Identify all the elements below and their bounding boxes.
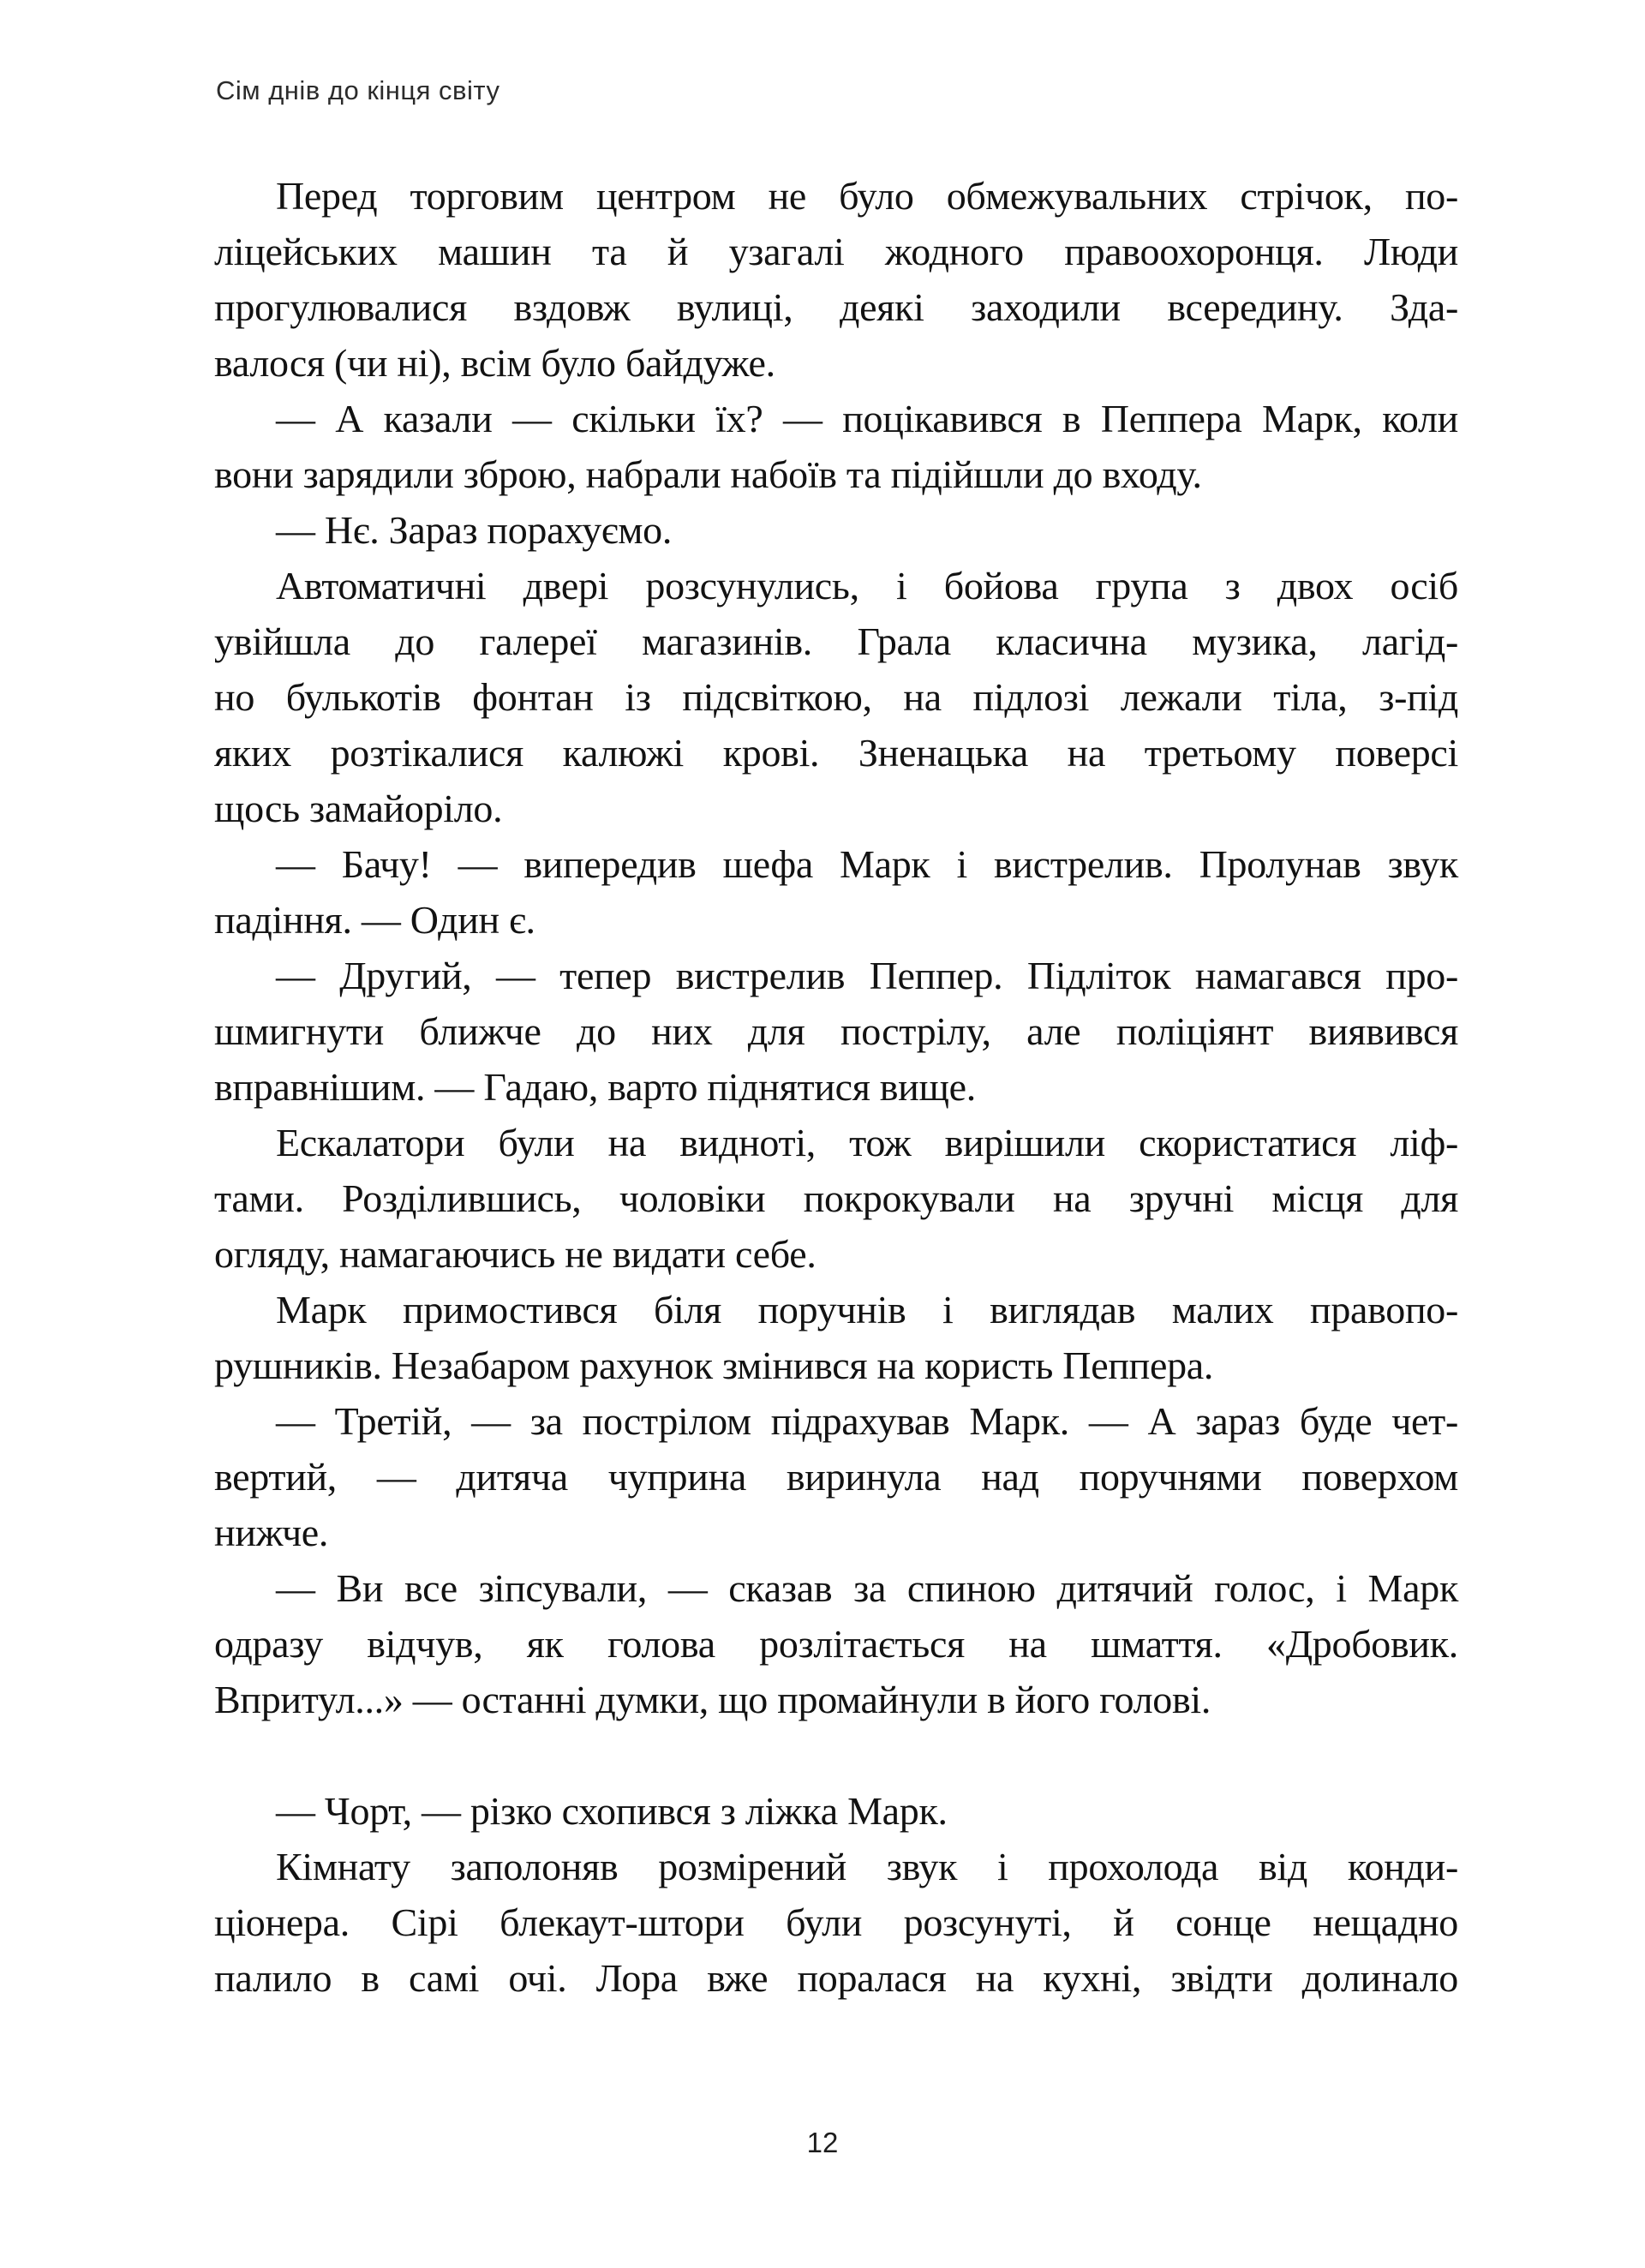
running-header: Сім днів до кінця світу: [216, 75, 500, 105]
paragraph: [214, 1839, 1458, 2006]
text-line: вертий, — дитяча чуприна виринула над поручнями поверхом: [214, 1455, 1458, 1499]
text-line: палило в самі очі. Лора вже поралася на кухні, звідти долинало: [214, 1956, 1458, 2000]
text-line: яких розтікалися калюжі крові. Зненацька на третьому поверсі: [214, 731, 1458, 775]
text-line: Автоматичні двері розсунулись, і бойова група з двох осіб: [276, 564, 1458, 607]
text-line: нижче.: [214, 1511, 329, 1554]
page-number: 12: [806, 2127, 839, 2158]
paragraph: [214, 1393, 1458, 1560]
text-line: рушників. Незабаром рахунок змінився на користь Пеппера.: [214, 1343, 1214, 1387]
paragraph: [214, 391, 1458, 502]
text-line: падіння. — Один є.: [214, 898, 535, 942]
paragraph: [214, 1560, 1458, 1727]
paragraph: [214, 836, 1458, 948]
paragraph: [214, 558, 1458, 836]
text-line: — А казали — скільки їх? — поцікавився в Пеппера Марк, коли: [276, 397, 1458, 440]
text-line: но булькотів фонтан із підсвіткою, на підлозі лежали тіла, з-під: [214, 675, 1458, 719]
text-line: Ескалатори були на видноті, тож вирішили скористатися ліф-: [276, 1121, 1458, 1164]
paragraph: [214, 1115, 1458, 1282]
paragraph: [214, 1282, 1458, 1393]
text-line: вони зарядили зброю, набрали набоїв та підійшли до входу.: [214, 452, 1202, 496]
page-body: [214, 168, 1458, 2006]
text-line: одразу відчув, як голова розлітається на шмаття. «Дробовик.: [214, 1622, 1458, 1666]
text-line: валося (чи ні), всім було байдуже.: [214, 341, 775, 385]
text-line: Впритул...» — останні думки, що промайнули в його голові.: [214, 1678, 1211, 1721]
paragraph: [214, 1783, 1458, 1839]
paragraph: [214, 168, 1458, 391]
text-line: Перед торговим центром не було обмежувальних стрічок, по-: [276, 174, 1458, 218]
text-line: шмигнути ближче до них для пострілу, але поліціянт виявився: [214, 1009, 1458, 1053]
text-line: прогулювалися вздовж вулиці, деякі заходили всередину. Зда-: [214, 285, 1458, 329]
text-line: ліцейських машин та й узагалі жодного правоохоронця. Люди: [214, 230, 1458, 273]
text-line: Марк примостився біля поручнів і виглядав малих правопо-: [276, 1288, 1458, 1331]
text-line: — Бачу! — випередив шефа Марк і вистрелив. Пролунав звук: [276, 842, 1458, 886]
text-line: увійшла до галереї магазинів. Грала класична музика, лагід-: [214, 619, 1458, 663]
text-line: — Третій, — за пострілом підрахував Марк. — А зараз буде чет-: [276, 1399, 1458, 1443]
text-line: вправнішим. — Гадаю, варто піднятися вище.: [214, 1065, 976, 1109]
text-line: Кімнату заполоняв розмірений звук і прохолода від конди-: [276, 1845, 1458, 1888]
text-line: — Другий, — тепер вистрелив Пеппер. Підліток намагався про-: [276, 954, 1458, 997]
text-line: — Чорт, — різко схопився з ліжка Марк.: [276, 1789, 948, 1833]
text-line: щось замайоріло.: [214, 787, 503, 830]
text-line: — Нє. Зараз порахуємо.: [276, 508, 673, 552]
paragraph: [214, 948, 1458, 1115]
text-line: — Ви все зіпсували, — сказав за спиною дитячий голос, і Марк: [276, 1566, 1458, 1610]
text-line: ціонера. Сірі блекаут-штори були розсунуті, й сонце нещадно: [214, 1900, 1458, 1944]
paragraph: [214, 502, 1458, 558]
text-line: тами. Розділившись, чоловіки покрокували на зручні місця для: [214, 1176, 1458, 1220]
text-line: огляду, намагаючись не видати себе.: [214, 1232, 817, 1276]
